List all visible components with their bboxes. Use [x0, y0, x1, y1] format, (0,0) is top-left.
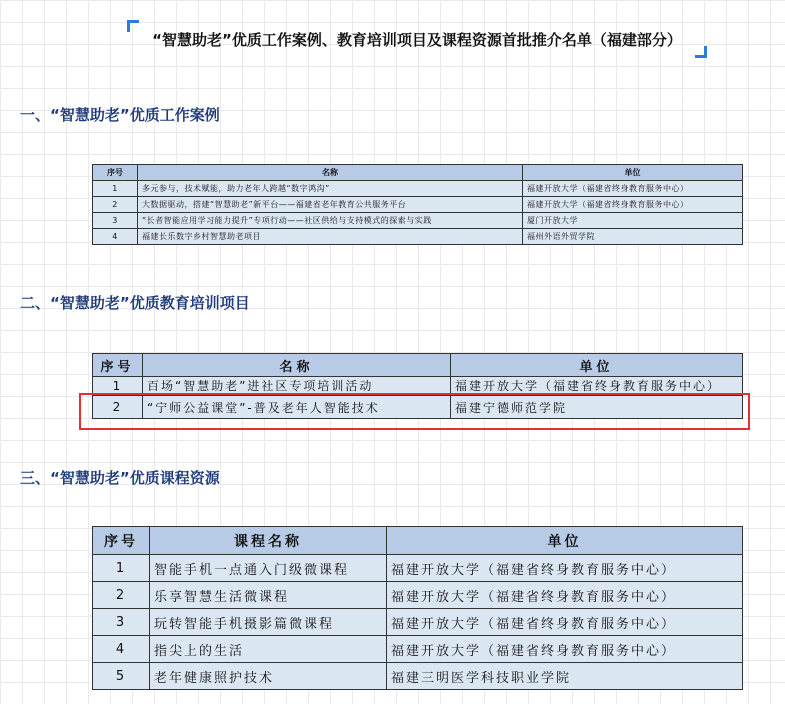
row-number: 1: [93, 377, 143, 396]
row-unit: 福建开放大学（福建省终身教育服务中心）: [523, 181, 743, 197]
row-name: 指尖上的生活: [150, 636, 387, 663]
row-name: 多元参与，技术赋能，助力老年人跨越“数字鸿沟”: [138, 181, 523, 197]
row-unit: 福建开放大学（福建省终身教育服务中心）: [451, 377, 743, 396]
row-number: 2: [93, 582, 150, 609]
row-unit: 福建开放大学（福建省终身教育服务中心）: [387, 609, 743, 636]
row-name: 智能手机一点通入门级微课程: [150, 555, 387, 582]
page-title: “智慧助老”优质工作案例、教育培训项目及课程资源首批推介名单（福建部分）: [152, 30, 682, 49]
page-title-box: [127, 20, 707, 58]
table-row: [93, 582, 743, 609]
section-heading-training-projects: 二、“智慧助老”优质教育培训项目: [20, 294, 250, 312]
row-unit: 福建开放大学（福建省终身教育服务中心）: [387, 636, 743, 663]
column-header-no: 序号: [93, 354, 143, 377]
row-number: 3: [93, 609, 150, 636]
row-name: 福建长乐数字乡村智慧助老项目: [138, 229, 523, 245]
column-header-no: 序号: [93, 527, 150, 555]
row-name: “长者智能应用学习能力提升”专项行动——社区供给与支持模式的探索与实践: [138, 213, 523, 229]
title-corner-top-left: [127, 20, 139, 32]
table-row: [93, 663, 743, 690]
row-unit: 福建开放大学（福建省终身教育服务中心）: [387, 582, 743, 609]
row-number: 5: [93, 663, 150, 690]
row-number: 4: [93, 636, 150, 663]
row-unit: 福建开放大学（福建省终身教育服务中心）: [523, 197, 743, 213]
course-resources-table: [92, 526, 743, 690]
table-row: [93, 377, 743, 396]
training-projects-table: [92, 353, 743, 419]
row-number: 2: [93, 396, 143, 419]
table-row: [93, 609, 743, 636]
row-name: 老年健康照护技术: [150, 663, 387, 690]
column-header-name: 名称: [138, 165, 523, 181]
row-name: 百场“智慧助老”进社区专项培训活动: [143, 377, 451, 396]
table-row: [93, 181, 743, 197]
table-row: [93, 555, 743, 582]
table-row: [93, 396, 743, 419]
column-header-unit: 单位: [387, 527, 743, 555]
row-number: 2: [93, 197, 138, 213]
row-name: 玩转智能手机摄影篇微课程: [150, 609, 387, 636]
section-heading-work-cases: 一、“智慧助老”优质工作案例: [20, 106, 220, 124]
work-cases-table: [92, 164, 743, 245]
row-number: 4: [93, 229, 138, 245]
row-number: 1: [93, 181, 138, 197]
row-number: 1: [93, 555, 150, 582]
row-name: “宁师公益课堂”-普及老年人智能技术: [143, 396, 451, 419]
row-name: 乐享智慧生活微课程: [150, 582, 387, 609]
table-row: [93, 636, 743, 663]
row-unit: 福建宁德师范学院: [451, 396, 743, 419]
column-header-unit: 单位: [451, 354, 743, 377]
row-number: 3: [93, 213, 138, 229]
column-header-no: 序号: [93, 165, 138, 181]
column-header-name: 课程名称: [150, 527, 387, 555]
row-unit: 福州外语外贸学院: [523, 229, 743, 245]
table-header-row: [93, 354, 743, 377]
section-heading-course-resources: 三、“智慧助老”优质课程资源: [20, 469, 220, 487]
row-unit: 厦门开放大学: [523, 213, 743, 229]
column-header-name: 名称: [143, 354, 451, 377]
table-header-row: [93, 527, 743, 555]
column-header-unit: 单位: [523, 165, 743, 181]
row-unit: 福建开放大学（福建省终身教育服务中心）: [387, 555, 743, 582]
row-name: 大数据驱动，搭建“智慧助老”新平台——福建省老年教育公共服务平台: [138, 197, 523, 213]
table-header-row: [93, 165, 743, 181]
row-unit: 福建三明医学科技职业学院: [387, 663, 743, 690]
table-row: [93, 197, 743, 213]
table-row: [93, 229, 743, 245]
table-row: [93, 213, 743, 229]
title-corner-bottom-right: [695, 46, 707, 58]
